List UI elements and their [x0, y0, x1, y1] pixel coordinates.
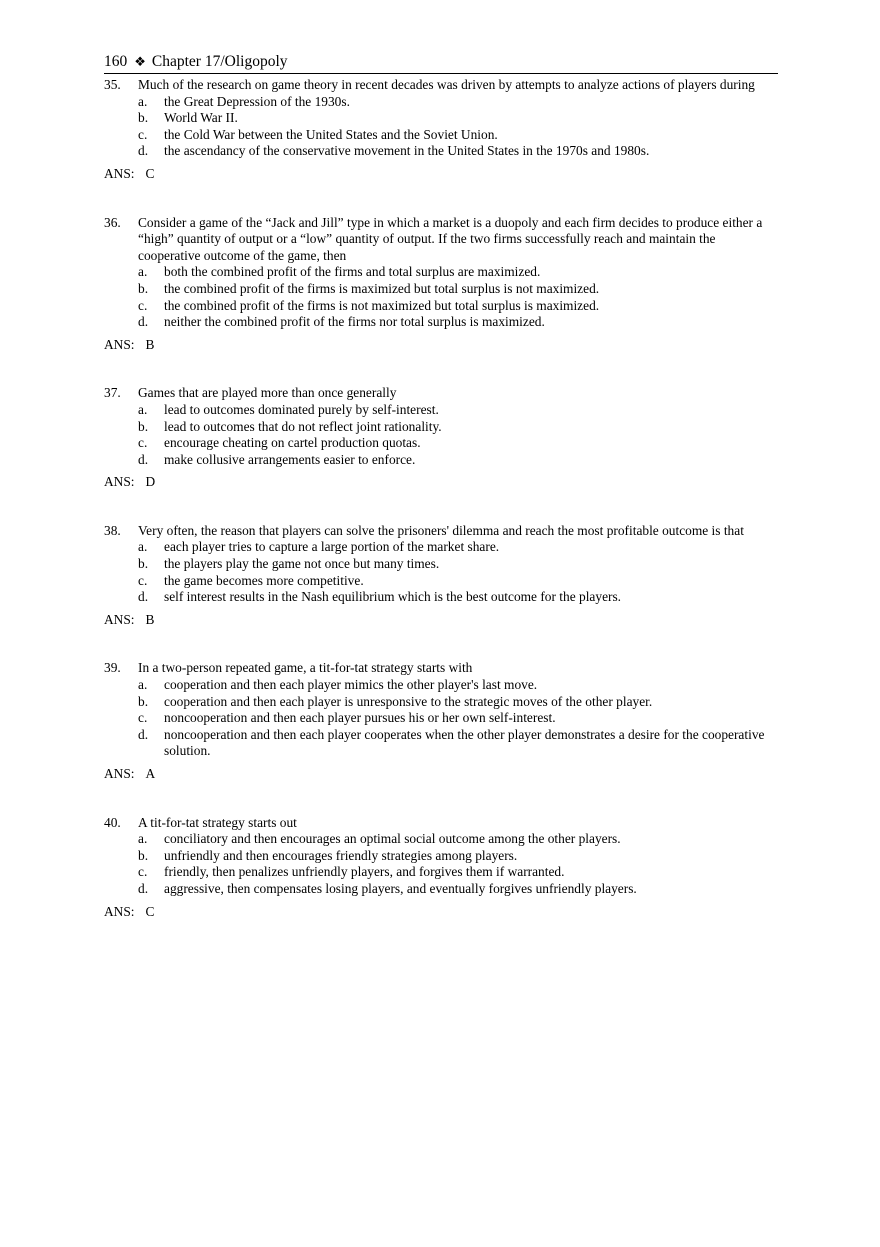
answer-line — [104, 474, 778, 491]
option-b — [138, 848, 778, 865]
diamond-separator-icon: ❖ — [134, 55, 146, 70]
answer-line — [104, 766, 778, 783]
option-text: the players play the game not once but many times. — [164, 556, 440, 572]
option-text: World War II. — [164, 110, 238, 126]
page-header — [104, 52, 778, 74]
answer-value: B — [145, 611, 155, 627]
option-text: each player tries to capture a large portion of the market share. — [164, 539, 500, 555]
option-text: friendly, then penalizes unfriendly players, and forgives them if warranted. — [164, 864, 565, 880]
answer-value: A — [145, 766, 156, 781]
option-text: cooperation and then each player is unresponsive to the strategic moves of the other player. — [164, 693, 653, 709]
option-list — [138, 264, 778, 330]
option-text: conciliatory and then encourages an optimal social outcome among the other players. — [164, 831, 621, 847]
option-d — [138, 452, 778, 469]
option-a — [138, 539, 778, 556]
question-number: 39. — [104, 660, 121, 676]
option-text: the ascendancy of the conservative movement in the United States in the 1970s and 1980s. — [164, 143, 650, 159]
option-text: noncooperation and then each player cooperates when the other player demonstrates a desire for the cooperative solution. — [164, 726, 765, 759]
option-letter: a. — [138, 401, 148, 417]
option-text: the Cold War between the United States and the Soviet Union. — [164, 126, 498, 142]
answer-label: ANS: — [104, 474, 135, 490]
option-list — [138, 677, 778, 760]
question-35 — [104, 77, 778, 183]
option-d — [138, 881, 778, 898]
chapter-title: Chapter 17/Oligopoly — [151, 53, 288, 70]
question-list — [104, 77, 778, 920]
option-text: both the combined profit of the firms and total surplus are maximized. — [164, 264, 541, 280]
question-40 — [104, 815, 778, 921]
option-list — [138, 539, 778, 605]
question-37 — [104, 385, 778, 491]
answer-label: ANS: — [104, 165, 135, 181]
option-text: unfriendly and then encourages friendly strategies among players. — [164, 847, 518, 863]
option-a — [138, 94, 778, 111]
option-letter: a. — [138, 93, 148, 109]
option-text: self interest results in the Nash equilibrium which is the best outcome for the players. — [164, 589, 622, 605]
option-letter: b. — [138, 110, 149, 126]
option-letter: d. — [138, 726, 149, 742]
option-c — [138, 127, 778, 144]
option-letter: d. — [138, 880, 149, 896]
answer-value: D — [145, 474, 156, 490]
option-text: cooperation and then each player mimics the other player's last move. — [164, 677, 538, 693]
option-letter: d. — [138, 589, 149, 605]
option-text: make collusive arrangements easier to enforce. — [164, 451, 416, 467]
option-d — [138, 727, 778, 760]
option-c — [138, 710, 778, 727]
option-letter: b. — [138, 418, 149, 434]
option-letter: b. — [138, 280, 149, 296]
option-a — [138, 402, 778, 419]
option-letter: b. — [138, 556, 149, 572]
option-letter: c. — [138, 435, 148, 451]
answer-value: C — [145, 165, 155, 181]
option-letter: d. — [138, 143, 149, 159]
option-c — [138, 864, 778, 881]
option-list — [138, 831, 778, 897]
answer-label: ANS: — [104, 766, 135, 781]
option-letter: a. — [138, 831, 148, 847]
option-text: the game becomes more competitive. — [164, 572, 364, 588]
option-text: aggressive, then compensates losing players, and eventually forgives unfriendly players. — [164, 880, 637, 896]
question-number: 35. — [104, 77, 121, 92]
option-a — [138, 677, 778, 694]
option-d — [138, 589, 778, 606]
option-c — [138, 573, 778, 590]
option-c — [138, 435, 778, 452]
question-36 — [104, 215, 778, 354]
option-text: lead to outcomes dominated purely by self-interest. — [164, 401, 439, 417]
option-letter: d. — [138, 314, 149, 330]
option-letter: c. — [138, 864, 148, 880]
option-b — [138, 694, 778, 711]
question-38 — [104, 523, 778, 629]
question-number: 38. — [104, 522, 121, 538]
answer-label: ANS: — [104, 903, 135, 919]
option-letter: b. — [138, 847, 149, 863]
option-text: the Great Depression of the 1930s. — [164, 93, 350, 109]
option-b — [138, 281, 778, 298]
answer-value: C — [145, 903, 155, 919]
option-letter: a. — [138, 539, 148, 555]
option-letter: c. — [138, 297, 148, 313]
option-text: the combined profit of the firms is maximized but total surplus is not maximized. — [164, 280, 600, 296]
option-text: encourage cheating on cartel production quotas. — [164, 435, 421, 451]
option-a — [138, 264, 778, 281]
option-b — [138, 419, 778, 436]
answer-line — [104, 337, 778, 354]
option-letter: c. — [138, 126, 148, 142]
option-list — [138, 94, 778, 160]
question-stem: In a two-person repeated game, a tit-for-tat strategy starts with — [138, 660, 473, 676]
question-39 — [104, 660, 778, 782]
option-text: noncooperation and then each player pursues his or her own self-interest. — [164, 710, 556, 726]
option-list — [138, 402, 778, 468]
option-text: the combined profit of the firms is not maximized but total surplus is maximized. — [164, 297, 600, 313]
option-letter: a. — [138, 264, 148, 280]
page-number: 160 — [104, 53, 128, 70]
answer-line — [104, 166, 778, 183]
question-stem: A tit-for-tat strategy starts out — [138, 814, 297, 830]
option-text: lead to outcomes that do not reflect joint rationality. — [164, 418, 442, 434]
option-d — [138, 314, 778, 331]
option-letter: b. — [138, 693, 149, 709]
answer-line — [104, 904, 778, 921]
question-stem: Games that are played more than once generally — [138, 385, 397, 401]
answer-label: ANS: — [104, 336, 135, 352]
option-letter: a. — [138, 677, 148, 693]
question-number: 36. — [104, 214, 121, 230]
option-a — [138, 831, 778, 848]
option-text: neither the combined profit of the firms nor total surplus is maximized. — [164, 314, 545, 330]
option-b — [138, 556, 778, 573]
option-c — [138, 298, 778, 315]
option-letter: d. — [138, 451, 149, 467]
option-letter: c. — [138, 572, 148, 588]
option-b — [138, 110, 778, 127]
option-letter: c. — [138, 710, 148, 726]
answer-label: ANS: — [104, 611, 135, 627]
question-number: 40. — [104, 814, 121, 830]
answer-line — [104, 612, 778, 629]
answer-value: B — [145, 336, 155, 352]
question-stem: Very often, the reason that players can solve the prisoners' dilemma and reach the most profitable outcome is that — [138, 522, 744, 538]
question-number: 37. — [104, 385, 121, 401]
question-stem: Consider a game of the “Jack and Jill” type in which a market is a duopoly and each firm decides to produce either a “high” quantity of output or a “low” quantity of output. If the two firms successfully reach and maintain the cooperative outcome of the game, then — [138, 214, 763, 263]
option-d — [138, 143, 778, 160]
question-stem: Much of the research on game theory in recent decades was driven by attempts to analyze actions of players during — [138, 77, 755, 92]
